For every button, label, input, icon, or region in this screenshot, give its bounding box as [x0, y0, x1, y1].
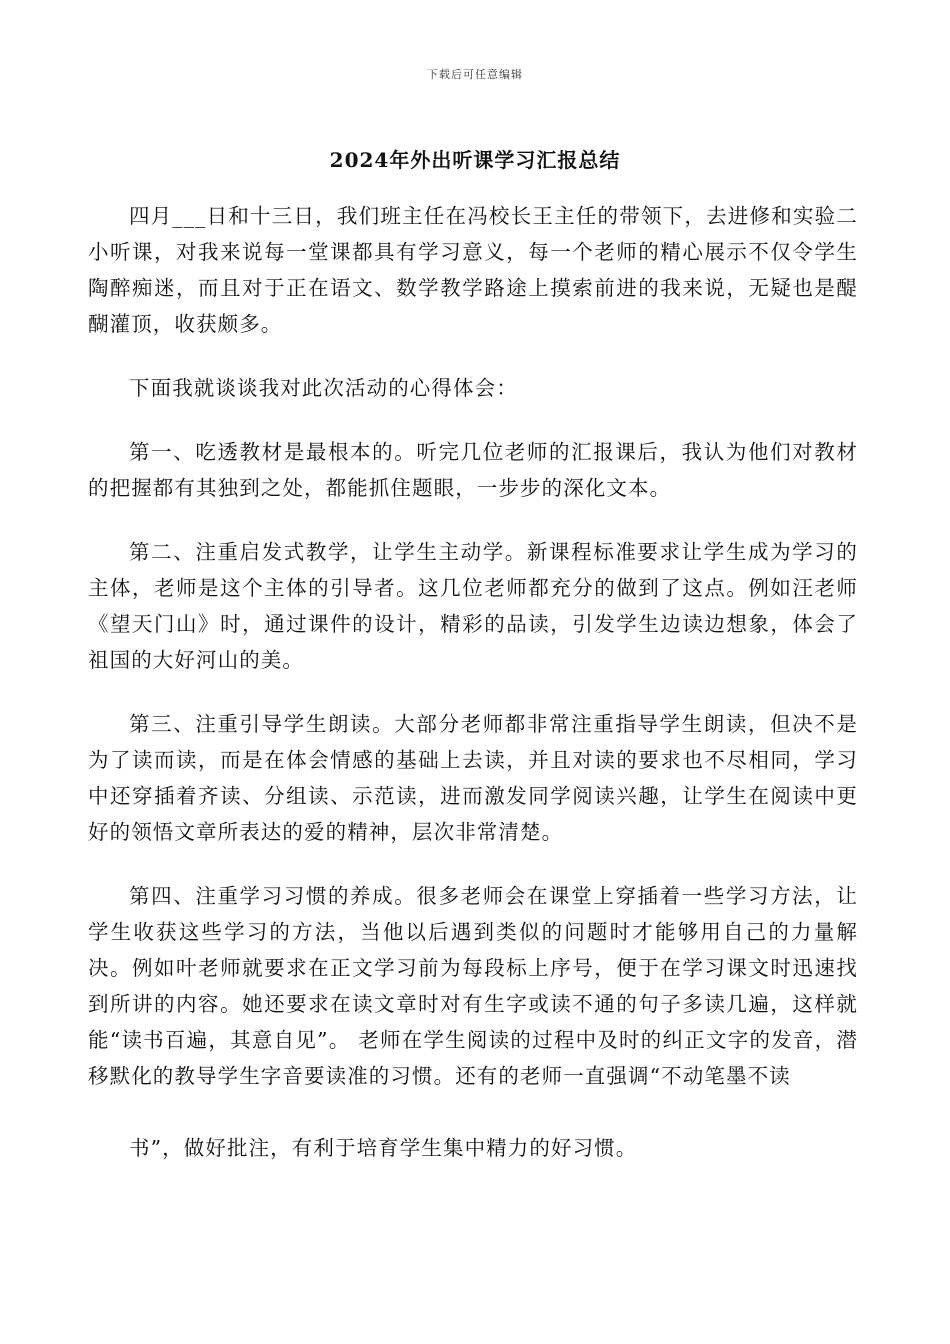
paragraph-intro: 四月___日和十三日，我们班主任在冯校长王主任的带领下，去进修和实验二小听课，对我来说每一堂课都具有学习意义，每一个老师的精心展示不仅令学生陶醉痴迷，而且对于正在语文、数学教学路途上摸索前进的我来说，无疑也是醍醐灌顶，收获颇多。 [88, 204, 858, 336]
paragraph-point-4: 第四、注重学习习惯的养成。很多老师会在课堂上穿插着一些学习方法，让学生收获这些学习的方法，当他以后遇到类似的问题时才能够用自己的力量解决。例如叶老师就要求在正文学习前为每段标上序号，便于在学习课文时迅速找到所讲的内容。她还要求在读文章时对有生字或读不通的句子多读几遍，这样就能“读书百遍，其意自见”。 老师在学生阅读的过程中及时的纠正文字的发音，潜移默化的教导学生字音要读准的习惯。还有的老师一直强调“不动笔墨不读 [88, 884, 858, 1088]
paragraph-point-3: 第三、注重引导学生朗读。大部分老师都非常注重指导学生朗读，但决不是为了读而读，而是在体会情感的基础上去读，并且对读的要求也不尽相同，学习中还穿插着齐读、分组读、示范读，进而激发同学阅读兴趣，让学生在阅读中更好的领悟文章所表达的爱的精神，层次非常清楚。 [88, 712, 858, 844]
paragraph-point-1: 第一、吃透教材是最根本的。听完几位老师的汇报课后，我认为他们对教材的把握都有其独到之处，都能抓住题眼，一步步的深化文本。 [88, 440, 858, 500]
paragraph-point-2: 第二、注重启发式教学，让学生主动学。新课程标准要求让学生成为学习的主体，老师是这个主体的引导者。这几位老师都充分的做到了这点。例如汪老师《望天门山》时，通过课件的设计，精彩的品读，引发学生边读边想象，体会了祖国的大好河山的美。 [88, 540, 858, 672]
paragraph-lead-in: 下面我就谈谈我对此次活动的心得体会： [129, 376, 518, 400]
page-title: 2024年外出听课学习汇报总结 [329, 148, 621, 172]
paragraph-continuation: 书”，做好批注，有利于培育学生集中精力的好习惯。 [129, 1136, 638, 1160]
document-body [88, 198, 858, 1194]
header-note: 下载后可任意编辑 [427, 68, 523, 81]
